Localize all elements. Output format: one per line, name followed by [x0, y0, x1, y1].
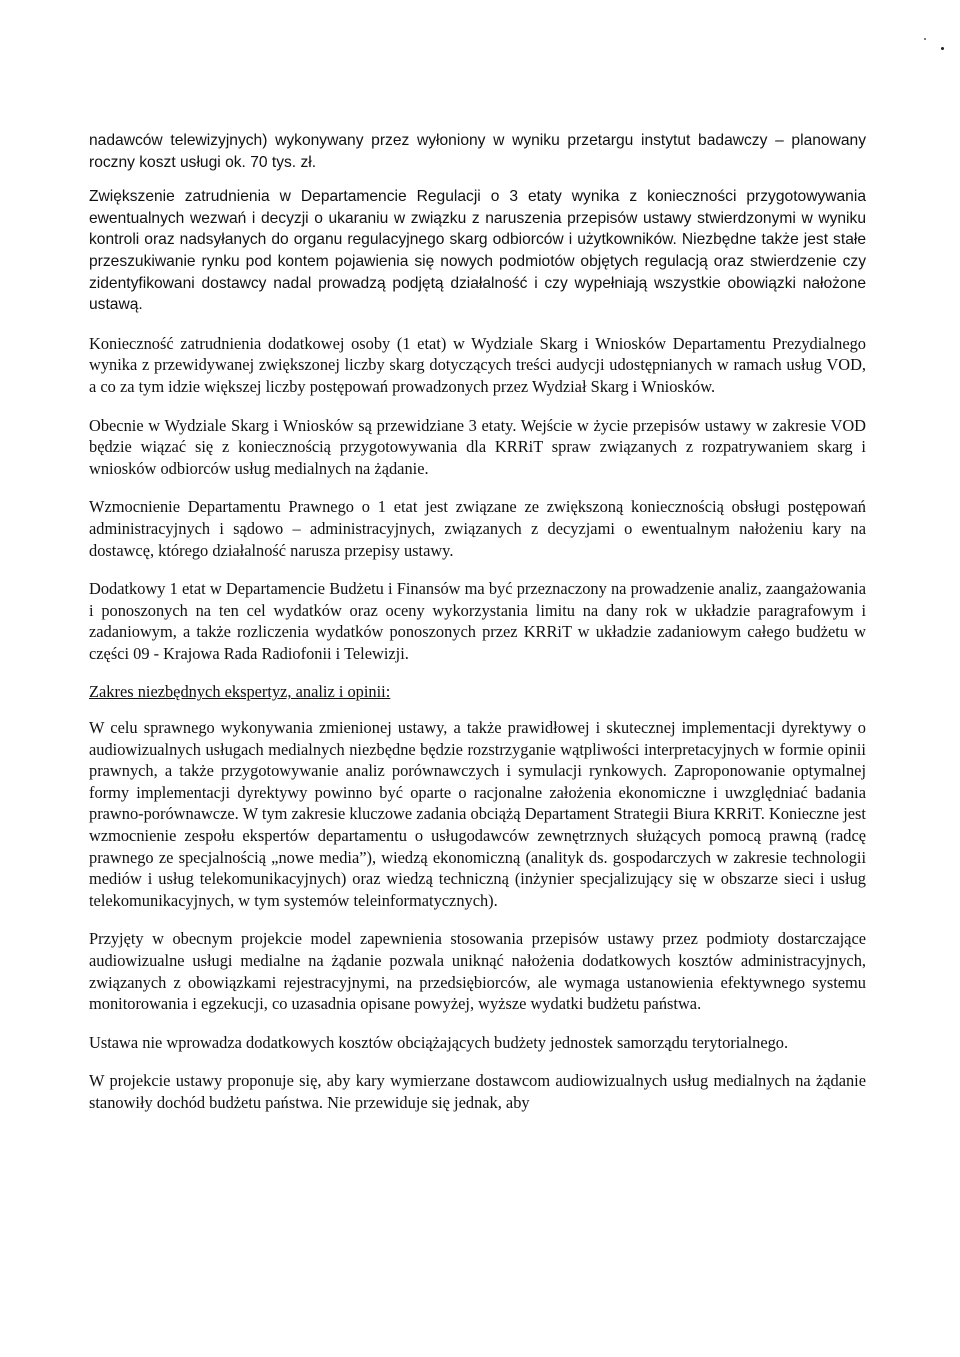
paragraph: Wzmocnienie Departamentu Prawnego o 1 etat jest związane ze zwiększoną koniecznością obsługi postępowań administracyjnych i sądowo – administracyjnych, związanych z decyzjami o ewentualnym nałożeniu kary na dostawcę, którego działalność narusza przepisy ustawy.: [89, 497, 866, 560]
paragraph: nadawców telewizyjnych) wykonywany przez wyłoniony w wyniku przetargu instytut badawczy – planowany roczny koszt usługi ok. 70 tys. zł.: [89, 132, 866, 171]
paragraph: W projekcie ustawy proponuje się, aby kary wymierzane dostawcom audiowizualnych usług medialnych na żądanie stanowiły dochód budżetu państwa. Nie przewiduje się jednak, aby: [89, 1071, 866, 1112]
paragraph: Dodatkowy 1 etat w Departamencie Budżetu i Finansów ma być przeznaczony na prowadzenie analiz, zaangażowania i ponoszonych na ten cel wydatków oraz oceny wykorzystania limitu na dany rok w układzie paragrafowym i zadaniowym, a także rozliczenia wydatków ponoszonych przez KRRiT w układzie zadaniowym całego budżetu w części 09 - Krajowa Rada Radiofonii i Telewizji.: [89, 579, 866, 663]
paragraph: Ustawa nie wprowadza dodatkowych kosztów obciążających budżety jednostek samorządu terytorialnego.: [89, 1032, 789, 1052]
paragraph: Przyjęty w obecnym projekcie model zapewnienia stosowania przepisów ustawy przez podmioty dostarczające audiowizualne usługi medialne na żądanie pozwala uniknąć nałożenia dodatkowych kosztów administracyjnych, związanych z obowiązkami rejestracyjnymi, na przedsiębiorców, ale wymaga ustanowienia efektywnego systemu monitorowania i egzekucji, co uzasadnia opisane powyżej, wyższe wydatki budżetu państwa.: [89, 929, 866, 1014]
paragraph: Konieczność zatrudnienia dodatkowej osoby (1 etat) w Wydziale Skarg i Wniosków Departamentu Prezydialnego wynika z przewidywanej zwiększonej liczby skarg dotyczących treści audycji udostępnianych w ramach usług VOD, a co za tym idzie większej liczby postępowań prowadzonych przez Wydział Skarg i Wniosków.: [89, 333, 866, 396]
paragraph: Zwiększenie zatrudnienia w Departamencie Regulacji o 3 etaty wynika z konieczności przygotowywania ewentualnych wezwań i decyzji o ukaraniu w związku z naruszenia przepisów ustawy stwierdzonymi w wyniku kontroli oraz nadsyłanych do organu regulacyjnego skarg odbiorców i użytkowników. Niezbędne także jest stałe przeszukiwanie rynku pod kontem pojawienia się nowych podmiotów objętych regulacją oraz stwierdzenie czy zidentyfikowani dostawcy nadal prowadzą podjętą działalność i czy wypełniają wszystkie obowiązki nałożone ustawą.: [89, 188, 866, 314]
paragraph: Obecnie w Wydziale Skarg i Wniosków są przewidziane 3 etaty. Wejście w życie przepisów ustawy w zakresie VOD będzie wiązać się z koniecznością przygotowywania dla KRRiT spraw związanych z rozpatrywaniem skarg i wniosków odbiorców usług medialnych na żądanie.: [89, 415, 866, 478]
document-page: [89, 130, 866, 1131]
paragraph: W celu sprawnego wykonywania zmienionej ustawy, a także prawidłowej i skutecznej implementacji dyrektywy o audiowizualnych usługach medialnych niezbędne będzie rozstrzyganie wątpliwości interpretacyjnych w formie opinii prawnych, a także przygotowywanie analiz porównawczych i symulacji rynkowych. Zaproponowanie optymalnej formy implementacji dyrektywy powinno być oparte o racjonalne założenia ekonomiczne i uwzględniać badania prawno-porównawcze. W tym zakresie kluczowe zadania obciążą Departament Strategii Biura KRRiT. Konieczne jest wzmocnienie zespołu ekspertów departamentu o usługodawców zewnętrznych służących pomocą prawną (radcę prawnego ze specjalnością „nowe media”), wiedzą ekonomiczną (analityk ds. gospodarczych w zakresie technologii mediów i usług telekomunikacyjnych) oraz wiedzą techniczną (inżynier specjalizujący się w obszarze sieci i usług telekomunikacyjnych, w tym systemów teleinformatycznych).: [89, 718, 866, 910]
scan-artifact-dot: [941, 47, 944, 50]
scan-artifact-dot: [924, 38, 926, 40]
section-heading: Zakres niezbędnych ekspertyz, analiz i opinii:: [89, 682, 391, 702]
